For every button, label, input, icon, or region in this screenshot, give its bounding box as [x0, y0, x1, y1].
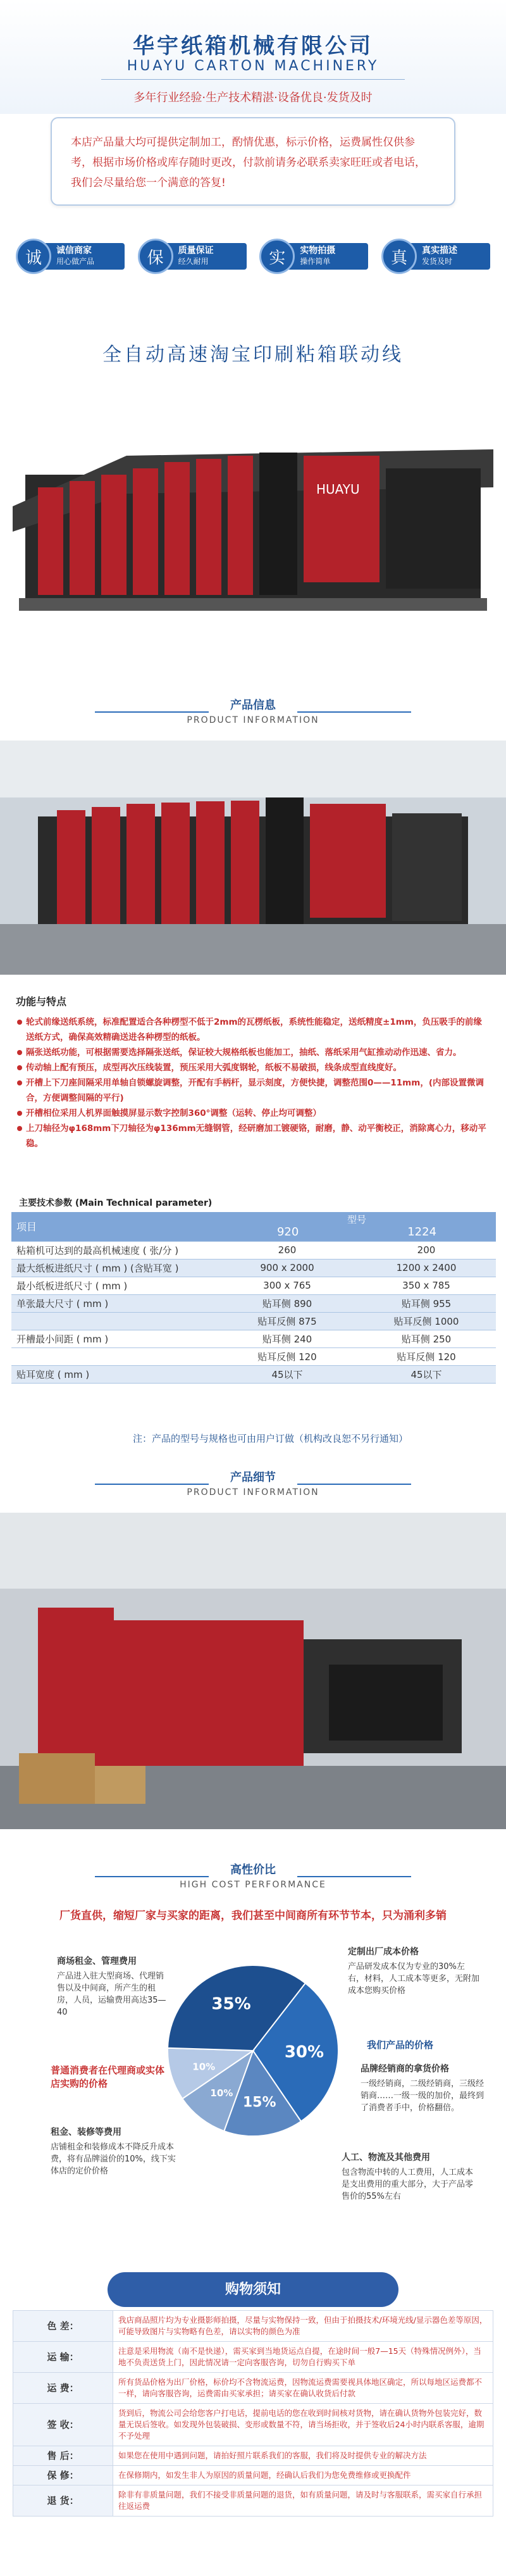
params-model-header: 型号 920 1224 [218, 1212, 496, 1241]
badge-sub: 用心做产品 [56, 257, 95, 266]
params-caption: 主要技术参数 (Main Technical parameter) [19, 1198, 213, 1208]
badge-title: 诚信商家 [56, 246, 92, 256]
header-divider [101, 79, 405, 80]
feature-item: 传动轴上配有预压，成型再次压线装置，预压采用大弧度钢轮，纸板不易破损，线条成型直线度好。 [16, 1060, 490, 1075]
params-table [11, 1212, 496, 1384]
features-section [16, 994, 490, 1151]
cost-box-rent: 商场租金、管理费用 产品进入驻大型商场、代理销售以及中间商，所产生的租房，人员，运输费用高达35—40 [57, 1956, 166, 2017]
notes-row: 退 货： 除非有非质量问题，我们不接受非质量问题的退货，如有质量问题，请及时与客服联系，需买家自行承担往返运费 [13, 2485, 493, 2517]
badge-true-desc [381, 234, 490, 278]
feature-item: 开槽相位采用人机界面触摸屏显示数字控制360°调整（运转、停止均可调整） [16, 1106, 490, 1121]
badge-title: 真实描述 [421, 246, 457, 256]
badge-quality [138, 234, 247, 278]
params-item-header: 项目 [11, 1212, 218, 1241]
detail-photo [0, 1513, 506, 1829]
notes-row: 色 差： 我店商品照片均为专业摄影师拍摄，尽量与实物保持一致，但由于拍摄技术/环境光线/显示器色差等原因，可能导致图片与实物略有色差，请以实物的颜色为准 [13, 2311, 493, 2342]
badge-sub: 发货及时 [421, 257, 452, 266]
section-title: 产品细节 [230, 1471, 276, 1484]
cost-box-factory: 定制出厂成本价格 产品研发成本仅为专业的30%左右，材料，人工成本等更多，无附加成本您购买价格 [348, 1947, 480, 1996]
features-title: 功能与特点 [16, 996, 67, 1008]
cost-retail-price: 普通消费者在代理商或实体店实购的价格 [51, 2065, 165, 2089]
table-row: 贴耳反侧 875 贴耳反侧 1000 [11, 1312, 496, 1330]
factory-photo [0, 741, 506, 975]
badge-row [0, 234, 506, 278]
notes-title: 购物须知 [108, 2272, 398, 2307]
badge-sub: 操作简单 [300, 257, 331, 266]
feature-item: 开槽上下刀座间隔采用单轴自锁螺旋调整，开配有手柄杆，显示刻度，方便快捷，调整范围0——11mm，(内部设置微调合，方便调整间隔的平行) [16, 1075, 490, 1106]
cost-pie-chart [158, 1956, 348, 2146]
machine-brand: HUAYU [316, 482, 360, 497]
table-row: 单张最大尺寸 ( mm ) 贴耳侧 890 贴耳侧 955 [11, 1294, 496, 1312]
company-name-cn: 华宇纸箱机械有限公司 [133, 34, 373, 59]
machine-photo [0, 380, 506, 646]
pie-slice-label: 35% [211, 1994, 251, 2014]
pie-slice-label: 15% [242, 2094, 276, 2111]
section-product-detail [0, 1468, 506, 1519]
cost-box-dealer: 品牌经销商的拿货价格 一级经销商，二级经销商，三级经销商……一级一级的加价，最终到了消费者手中，价格翻倍。 [361, 2064, 484, 2113]
notice-text: 本店产品量大均可提供定制加工，酌情优惠，标示价格，运费属性仅供参考，根据市场价格或库存随时更改，付款前请务必联系卖家旺旺或者电话，我们会尽量给您一个满意的答复! [71, 136, 426, 189]
pie-slice-label: 10% [192, 2061, 216, 2073]
section-title: 产品信息 [230, 699, 276, 712]
badge-title: 实物拍摄 [300, 246, 336, 256]
table-row: 最大纸板进纸尺寸 ( mm ) (含贴耳宽 ) 900 x 2000 1200 x 2400 [11, 1259, 496, 1277]
section-subtitle: PRODUCT INFORMATION [187, 1487, 319, 1497]
badge-icon: 实 [259, 239, 295, 274]
cost-box-rent2: 租金、装修等费用 店铺租金和装修成本不降反升成本费，将有品牌溢价的10%，线下实体店的定价价格 [51, 2127, 176, 2176]
cost-our-price: 我们产品的价格 [367, 2039, 434, 2051]
table-row: 开槽最小间距 ( mm ) 贴耳侧 240 贴耳侧 250 [11, 1330, 496, 1347]
badge-icon: 真 [381, 239, 417, 274]
section-subtitle: PRODUCT INFORMATION [187, 715, 319, 725]
notes-table [13, 2310, 493, 2517]
feature-item: 轮式前缘送纸系统，标准配置适合各种楞型不低于2mm的瓦楞纸板，系统性能稳定，送纸精度±1mm，负压吸手的前缘送纸方式，确保高效精确送进各种楞型的纸板。 [16, 1015, 490, 1045]
badge-real-photo [259, 234, 368, 278]
notes-row: 保 修： 在保修期内，如发生非人为原因的质量问题，经确认后我们为您免费维修或更换配件 [13, 2466, 493, 2485]
badge-honest [16, 234, 125, 278]
tagline: 多年行业经验·生产技术精湛·设备优良·发货及时 [133, 91, 373, 104]
notes-row: 运 费： 所有货品价格为出厂价格，标价均不含物流运费，因物流运费需要视具体地区确定，所以每地区运费都不一样，请向客服咨询，运费需由买家承担；请买家在确认收货后付款 [13, 2373, 493, 2404]
table-row: 贴耳宽度 ( mm ) 45以下 45以下 [11, 1365, 496, 1383]
badge-icon: 诚 [16, 239, 51, 274]
feature-item: 隔张送纸功能，可根据需要选择隔张送纸，保证较大规格纸板也能加工，抽纸、落纸采用气缸推动动作迅速、省力。 [16, 1045, 490, 1060]
badge-icon: 保 [138, 239, 173, 274]
badge-sub: 经久耐用 [178, 257, 209, 266]
notes-row: 售 后： 如果您在使用中遇到问题，请拍好照片联系我们的客服，我们将及时提供专业的解决方法 [13, 2446, 493, 2466]
notice-box [51, 117, 455, 206]
section-product-info [0, 696, 506, 747]
badge-title: 质量保证 [178, 246, 214, 256]
notes-row: 运 输： 注意是采用物流（南不是快递），需买家到当地货运点自提，在途时间一般7—15天（特殊情况例外），当地不负责送货上门，因此情况请一定向客服咨询，切勿自行购买下单 [13, 2342, 493, 2373]
params-header-row [11, 1212, 496, 1241]
company-name-en: HUAYU CARTON MACHINERY [126, 58, 379, 74]
machine-title: 全自动高速淘宝印刷粘箱联动线 [102, 344, 404, 366]
page-header [0, 0, 506, 114]
section-cost [0, 1861, 506, 1911]
table-row: 贴耳反侧 120 贴耳反侧 120 [11, 1347, 496, 1365]
section-title: 高性价比 [230, 1863, 276, 1877]
model-name: 920 [276, 1225, 299, 1239]
cost-section [0, 1848, 506, 2304]
params-note: 注：产品的型号与规格也可由用户订做（机构改良恕不另行通知） [133, 1433, 409, 1444]
table-row: 最小纸板进纸尺寸 ( mm ) 300 x 765 350 x 785 [11, 1277, 496, 1294]
notes-row: 签 收： 货到后，物流公司会给您客户打电话，提前电话的您在收到时间核对货物，请在确认货物外包装完好，数量无误后签收。如发现外包装破损、变形或数量不符，请当场拒收，并于签收后24小时内联系客服，逾期不予处理 [13, 2404, 493, 2446]
model-name: 1224 [407, 1225, 437, 1239]
section-subtitle: HIGH COST PERFORMANCE [180, 1880, 326, 1890]
table-row: 粘箱机可达到的最高机械速度 ( 张/分 ) 260 200 [11, 1241, 496, 1259]
cost-box-labor: 人工、物流及其他费用 包含物流中转的人工费用，人工成本是支出费用的重大部分，大于产品零售价的55%左右 [342, 2153, 474, 2201]
cost-headline: 厂货直供，缩短厂家与买家的距离，我们甚至中间商所有环节节本，只为涌利多销 [59, 1910, 447, 1922]
pie-slice-label: 30% [284, 2042, 324, 2062]
feature-item: 上刀轴径为φ168mm下刀轴径为φ136mm无缝钢管，经研磨加工镀硬铬，耐磨，静、动平衡校正，消除离心力，移动平稳。 [16, 1121, 490, 1151]
pie-slice-label: 10% [210, 2087, 233, 2099]
purchase-notes [0, 2272, 506, 2576]
